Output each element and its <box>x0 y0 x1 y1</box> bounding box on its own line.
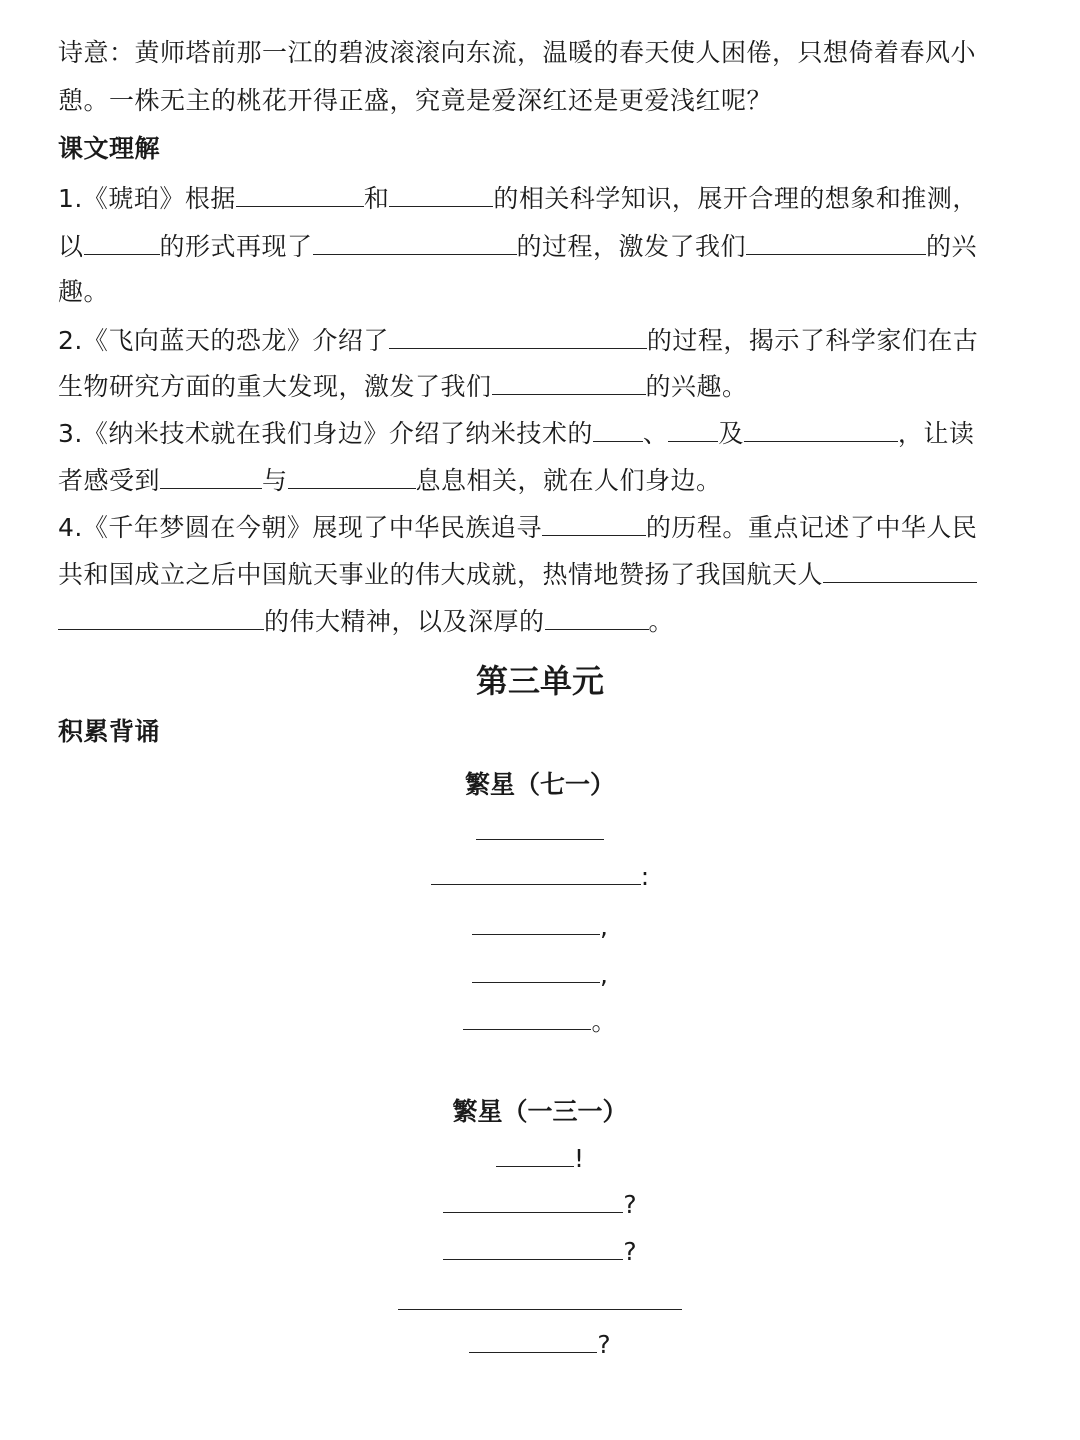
question-4-line-3: 的伟大精神，以及深厚的 。 <box>58 605 674 637</box>
answer-blank[interactable] <box>443 1188 623 1213</box>
answer-blank[interactable] <box>288 464 416 489</box>
answer-blank[interactable] <box>492 370 646 395</box>
question-1-line-2: 以 的形式再现了 的过程，激发了我们 的兴 <box>58 232 978 261</box>
answer-blank[interactable] <box>236 182 364 207</box>
answer-blank[interactable] <box>744 417 898 442</box>
answer-blank[interactable] <box>668 417 718 442</box>
poem-2-line-3: ? <box>0 1235 1080 1267</box>
answer-blank[interactable] <box>469 1328 597 1353</box>
question-1-line-1: 1.《琥珀》根据 和 的相关科学知识，展开合理的想象和推测， <box>58 184 978 213</box>
answer-blank[interactable] <box>593 417 643 442</box>
question-2-line-1: 2.《飞向蓝天的恐龙》介绍了 的过程，揭示了科学家们在古 <box>58 326 979 355</box>
poem-1-line-3: , <box>0 910 1080 942</box>
answer-blank[interactable] <box>84 230 160 255</box>
question-1-line-3: 趣。 <box>58 277 110 306</box>
unit-title: 第三单元 <box>475 662 604 700</box>
poem-1-line-4: , <box>0 958 1080 990</box>
answer-blank[interactable] <box>746 230 926 255</box>
poem-2-line-5: ? <box>0 1328 1080 1360</box>
answer-blank[interactable] <box>496 1142 574 1167</box>
answer-blank[interactable] <box>472 958 600 983</box>
answer-blank[interactable] <box>463 1005 591 1030</box>
poem-2-title: 繁星（一三一） <box>452 1097 628 1126</box>
answer-blank[interactable] <box>58 605 264 630</box>
poem-meaning-line-1: 诗意：黄师塔前那一江的碧波滚滚向东流，温暖的春天使人困倦，只想倚着春风小 <box>58 38 977 67</box>
answer-blank[interactable] <box>823 558 977 583</box>
answer-blank[interactable] <box>443 1235 623 1260</box>
poem-2-line-4 <box>0 1285 1080 1317</box>
answer-blank[interactable] <box>389 324 647 349</box>
answer-blank[interactable] <box>389 182 493 207</box>
poem-2-line-1: ! <box>0 1142 1080 1174</box>
poem-1-line-5: 。 <box>0 1005 1080 1037</box>
answer-blank[interactable] <box>542 511 646 536</box>
answer-blank[interactable] <box>472 910 600 935</box>
poem-meaning-line-2: 憩。一株无主的桃花开得正盛，究竟是爱深红还是更爱浅红呢？ <box>58 86 773 115</box>
poem-1-line-1 <box>0 815 1080 847</box>
question-4-line-2: 共和国成立之后中国航天事业的伟大成就，热情地赞扬了我国航天人 <box>58 558 977 590</box>
question-4-line-1: 4.《千年梦圆在今朝》展现了中华民族追寻 的历程。重点记述了中华人民 <box>58 513 978 542</box>
answer-blank[interactable] <box>545 605 649 630</box>
poem-2-line-2: ? <box>0 1188 1080 1220</box>
section-heading-comprehension: 课文理解 <box>58 134 161 163</box>
answer-blank[interactable] <box>160 464 262 489</box>
question-3-line-1: 3.《纳米技术就在我们身边》介绍了纳米技术的 、 及 ，让读 <box>58 419 975 448</box>
question-2-line-2: 生物研究方面的重大发现，激发了我们 的兴趣。 <box>58 372 748 401</box>
section-heading-recite: 积累背诵 <box>58 717 161 746</box>
answer-blank[interactable] <box>313 230 517 255</box>
poem-1-title: 繁星（七一） <box>464 770 615 799</box>
question-3-line-2: 者感受到 与 息息相关，就在人们身边。 <box>58 466 722 495</box>
answer-blank[interactable] <box>398 1285 682 1310</box>
answer-blank[interactable] <box>476 815 604 840</box>
answer-blank[interactable] <box>431 860 641 885</box>
poem-1-line-2: : <box>0 860 1080 892</box>
